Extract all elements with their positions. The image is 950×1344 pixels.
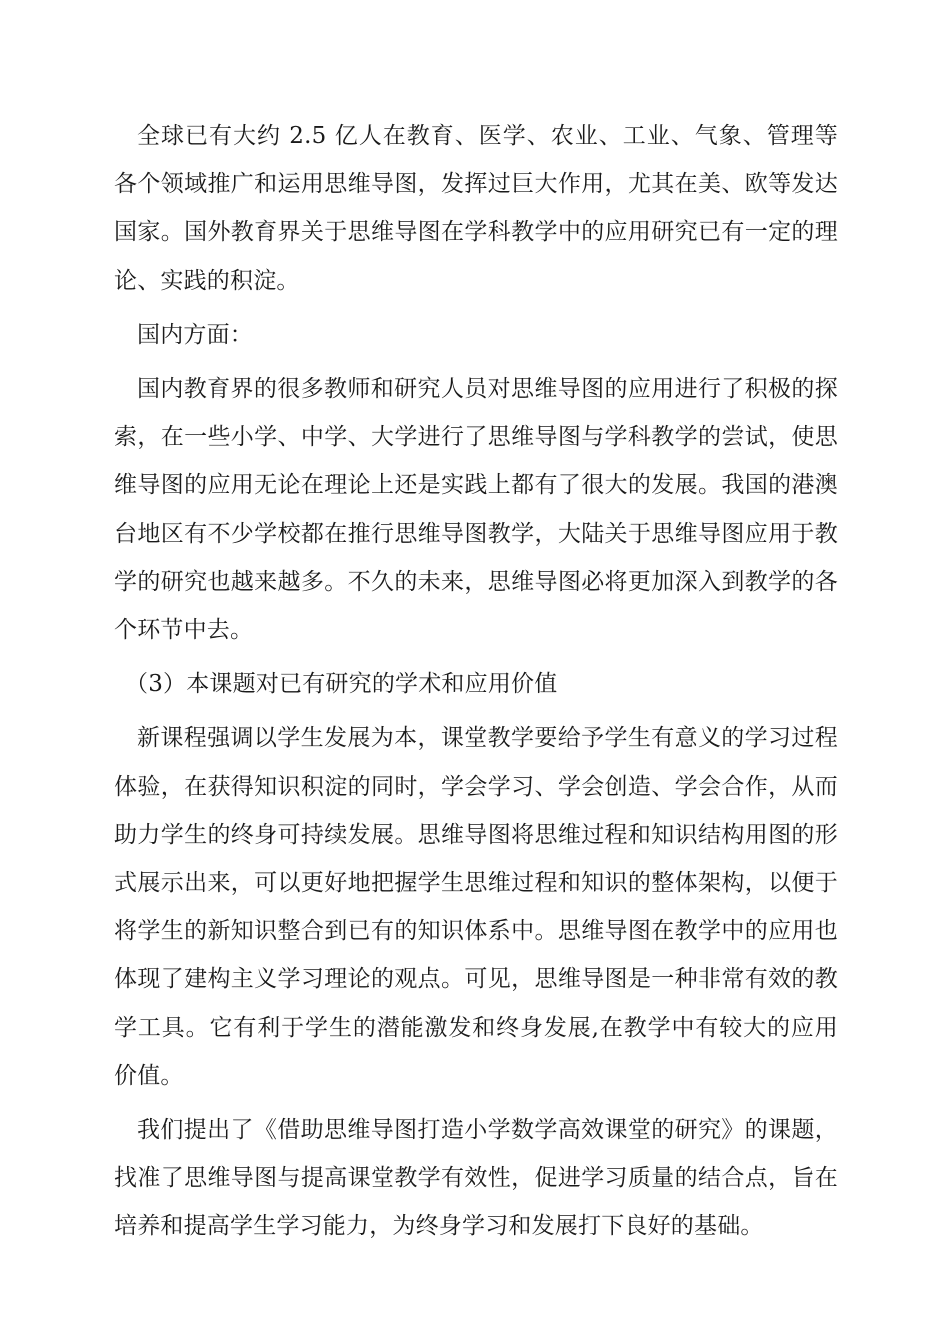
document-body (114, 112, 838, 1257)
heading-domestic: 国内方面： (137, 321, 253, 348)
paragraph-domestic-research: 国内教育界的很多教师和研究人员对思维导图的应用进行了积极的探索，在一些小学、中学、大学进行了思维导图与学科教学的尝试，使思维导图的应用无论在理论上还是实践上都有了很大的发展。我国的港澳台地区有不少学校都在推行思维导图教学，大陆关于思维导图应用于教学的研究也越来越多。不久的未来，思维导图必将更加深入到教学的各个环节中去。 (114, 376, 838, 644)
paragraph-global-overview: 全球已有大约 2.5 亿人在教育、医学、农业、工业、气象、管理等各个领域推广和运用思维导图，发挥过巨大作用，尤其在美、欧等发达国家。国外教育界关于思维导图在学科教学中的应用研究已有一定的理论、实践的积淀。 (114, 123, 838, 294)
section-heading-value: （3）本课题对已有研究的学术和应用价值 (125, 671, 558, 698)
paragraph-new-curriculum: 新课程强调以学生发展为本，课堂教学要给予学生有意义的学习过程体验，在获得知识积淀的同时，学会学习、学会创造、学会合作，从而助力学生的终身可持续发展。思维导图将思维过程和知识结构用图的形式展示出来，可以更好地把握学生思维过程和知识的整体架构，以便于将学生的新知识整合到已有的知识体系中。思维导图在教学中的应用也体现了建构主义学习理论的观点。可见，思维导图是一种非常有效的教学工具。它有利于学生的潜能激发和终身发展,在教学中有较大的应用价值。 (114, 725, 838, 1089)
paragraph-project-proposal: 我们提出了《借助思维导图打造小学数学高效课堂的研究》的课题，找准了思维导图与提高课堂教学有效性，促进学习质量的结合点，旨在培养和提高学生学习能力，为终身学习和发展打下良好的基础。 (114, 1117, 838, 1240)
